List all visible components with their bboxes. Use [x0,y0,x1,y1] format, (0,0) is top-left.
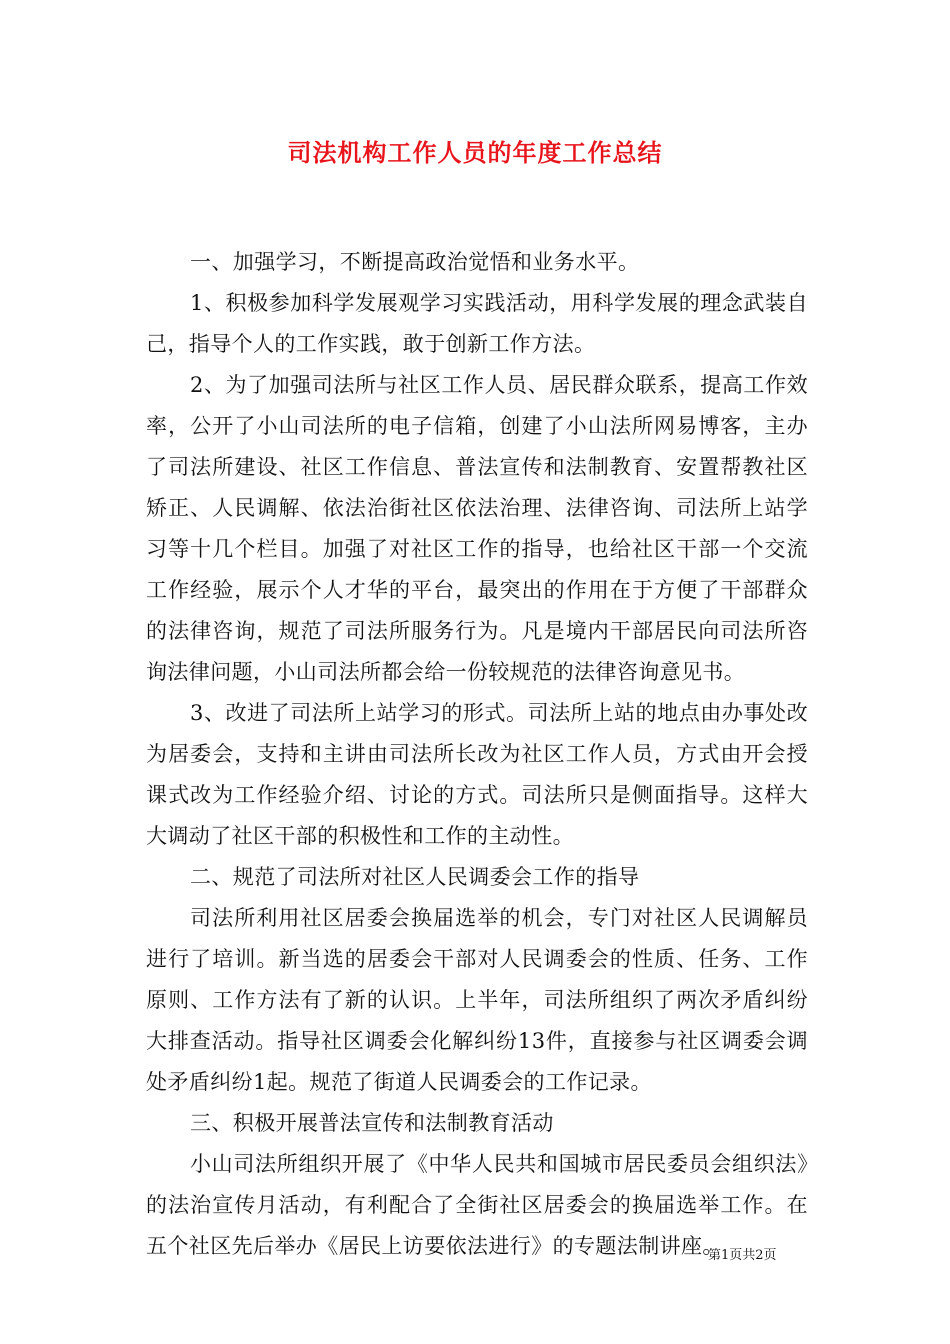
document-title: 司法机构工作人员的年度工作总结 [287,138,663,167]
paragraph-section-2-heading: 二、规范了司法所对社区人民调委会工作的指导 [190,865,640,889]
paragraph-item-3: 3、改进了司法所上站学习的形式。司法所上站的地点由办事处改为居委会，支持和主讲由司法所长改为社区工作人员，方式由开会授课式改为工作经验介绍、讨论的方式。司法所只是侧面指导。这样大大调动了社区干部的积极性和工作的主动性。 [146,701,808,848]
paragraph-section-1-heading: 一、加强学习，不断提高政治觉悟和业务水平。 [190,250,640,274]
paragraph-item-2: 2、为了加强司法所与社区工作人员、居民群众联系，提高工作效率，公开了小山司法所的电子信箱，创建了小山法所网易博客，主办了司法所建设、社区工作信息、普法宣传和法制教育、安置帮教社区矫正、人民调解、依法治街社区依法治理、法律咨询、司法所上站学习等十几个栏目。加强了对社区工作的指导，也给社区干部一个交流工作经验，展示个人才华的平台，最突出的作用在于方便了干部群众的法律咨询，规范了司法所服务行为。凡是境内干部居民向司法所咨询法律问题，小山司法所都会给一份较规范的法律咨询意见书。 [146,373,808,684]
paragraph-section-3-heading: 三、积极开展普法宣传和法制教育活动 [190,1111,554,1135]
document-body [146,242,808,1267]
paragraph-item-1: 1、积极参加科学发展观学习实践活动，用科学发展的理念武装自己，指导个人的工作实践，敢于创新工作方法。 [146,291,808,356]
page-number: 第1页共2页 [708,1248,777,1263]
paragraph-section-2-body: 司法所利用社区居委会换届选举的机会，专门对社区人民调解员进行了培训。新当选的居委会干部对人民调委会的性质、任务、工作原则、工作方法有了新的认识。上半年，司法所组织了两次矛盾纠纷大排查活动。指导社区调委会化解纠纷13件，直接参与社区调委会调处矛盾纠纷1起。规范了街道人民调委会的工作记录。 [146,906,808,1094]
paragraph-section-3-body: 小山司法所组织开展了《中华人民共和国城市居民委员会组织法》的法治宣传月活动，有利配合了全街社区居委会的换届选举工作。在五个社区先后举办《居民上访要依法进行》的专题法制讲座。 [146,1152,808,1258]
